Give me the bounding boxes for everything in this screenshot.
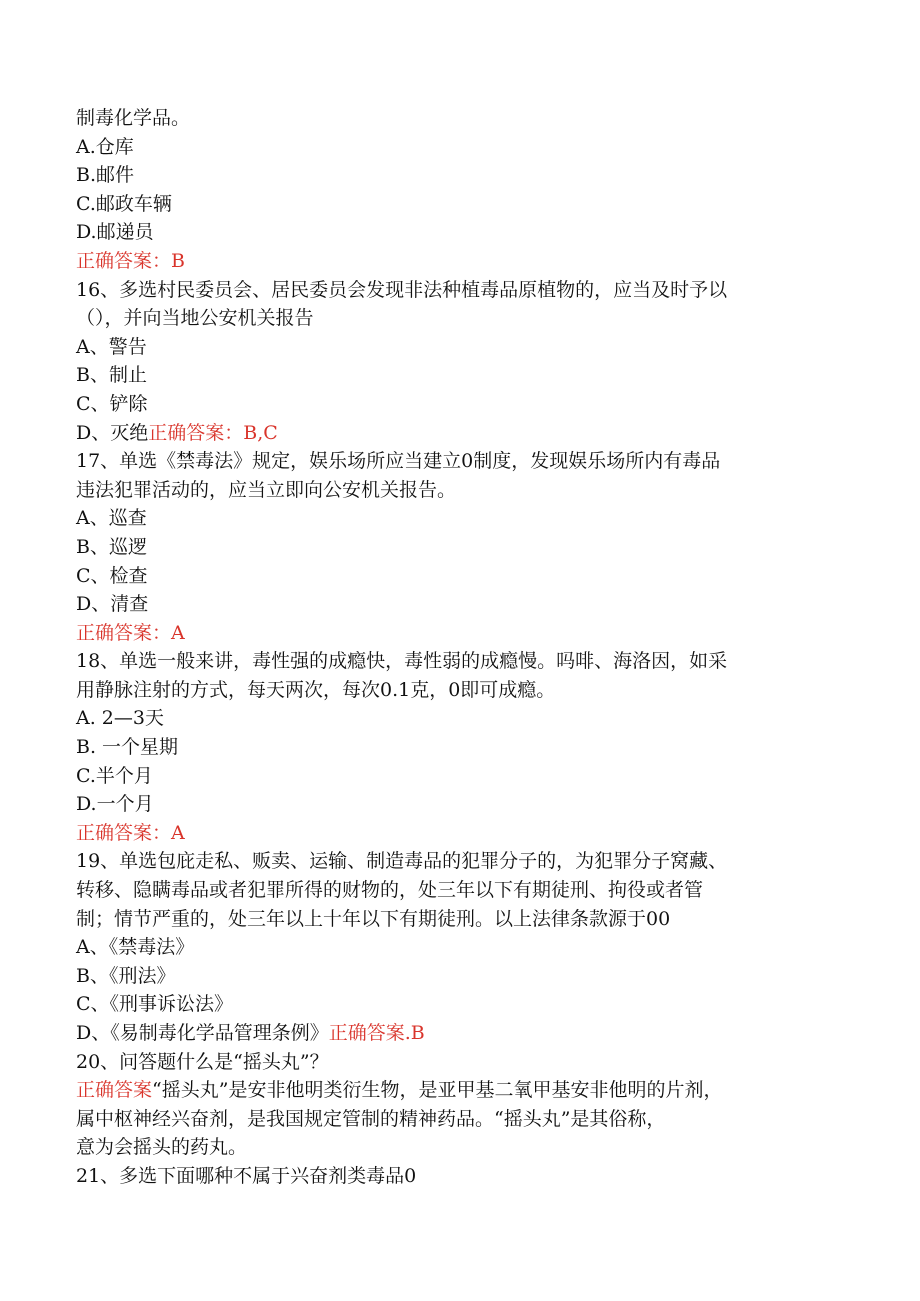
correct-answer: 正确答案：A: [76, 621, 185, 644]
answer-line: 正确答案“摇头丸”是安非他明类衍生物，是亚甲基二氧甲基安非他明的片剂，: [76, 1079, 723, 1102]
answer-line: [76, 247, 856, 276]
option-line: A. 2—3天: [76, 707, 164, 730]
option-line: D、清查: [76, 593, 149, 616]
option-line: B、巡逻: [76, 535, 147, 558]
option-line: B. 一个星期: [76, 736, 179, 759]
answer-line: [76, 619, 856, 648]
option-line: A.仓库: [76, 135, 134, 158]
option-line: D、灭绝正确答案：B,C: [76, 421, 278, 444]
option-line: D.一个月: [76, 793, 154, 816]
text-line: 属中枢神经兴奋剂，是我国规定管制的精神药品。“摇头丸”是其俗称，: [76, 1107, 666, 1130]
question-line: 制；情节严重的，处三年以上十年以下有期徒刑。以上法律条款源于00: [76, 907, 671, 930]
question-line: 用静脉注射的方式，每天两次，每次0.1克，0即可成瘾。: [76, 678, 556, 701]
question-line: 转移、隐瞒毒品或者犯罪所得的财物的，处三年以下有期徒刑、拘役或者管: [76, 879, 704, 902]
question-line: 17、单选《禁毒法》规定，娱乐场所应当建立0制度，发现娱乐场所内有毒品: [76, 450, 721, 473]
text-line: 制毒化学品。: [76, 107, 191, 129]
option-line: C、铲除: [76, 392, 148, 415]
option-line: B.邮件: [76, 164, 135, 187]
correct-answer: 正确答案：A: [76, 821, 185, 844]
answer-line: [76, 819, 856, 848]
question-line: 16、多选村民委员会、居民委员会发现非法种植毒品原植物的，应当及时予以: [76, 278, 728, 301]
correct-answer: 正确答案.B: [328, 1022, 425, 1044]
question-line: 20、问答题什么是“摇头丸”？: [76, 1050, 329, 1073]
correct-answer: 正确答案：B: [76, 249, 185, 272]
question-line: 18、单选一般来讲，毒性强的成瘾快，毒性弱的成瘾慢。吗啡、海洛因，如采: [76, 650, 728, 673]
option-line: B、《刑法》: [76, 964, 176, 987]
option-line: A、巡查: [76, 507, 147, 530]
document-page: [76, 104, 856, 1191]
option-line: B、制止: [76, 364, 147, 387]
option-line: D.邮递员: [76, 221, 154, 244]
option-line: C、检查: [76, 564, 148, 587]
option-line: C、《刑事诉讼法》: [76, 993, 234, 1016]
option-line: A、《禁毒法》: [76, 936, 195, 959]
option-line: C.邮政车辆: [76, 192, 172, 215]
text-line: 意为会摇头的药丸。: [76, 1136, 248, 1159]
question-line: 21、多选下面哪种不属于兴奋剂类毒品0: [76, 1164, 417, 1187]
question-line: 19、单选包庇走私、贩卖、运输、制造毒品的犯罪分子的，为犯罪分子窝藏、: [76, 850, 728, 873]
option-line: A、警告: [76, 335, 147, 358]
correct-answer: 正确答案：B,C: [148, 421, 278, 444]
question-line: 违法犯罪活动的，应当立即向公安机关报告。: [76, 478, 457, 501]
question-line: （），并向当地公安机关报告: [76, 307, 314, 330]
option-line: C.半个月: [76, 764, 153, 787]
correct-answer: 正确答案: [76, 1079, 153, 1102]
option-line: D、《易制毒化学品管理条例》正确答案.B: [76, 1022, 425, 1044]
